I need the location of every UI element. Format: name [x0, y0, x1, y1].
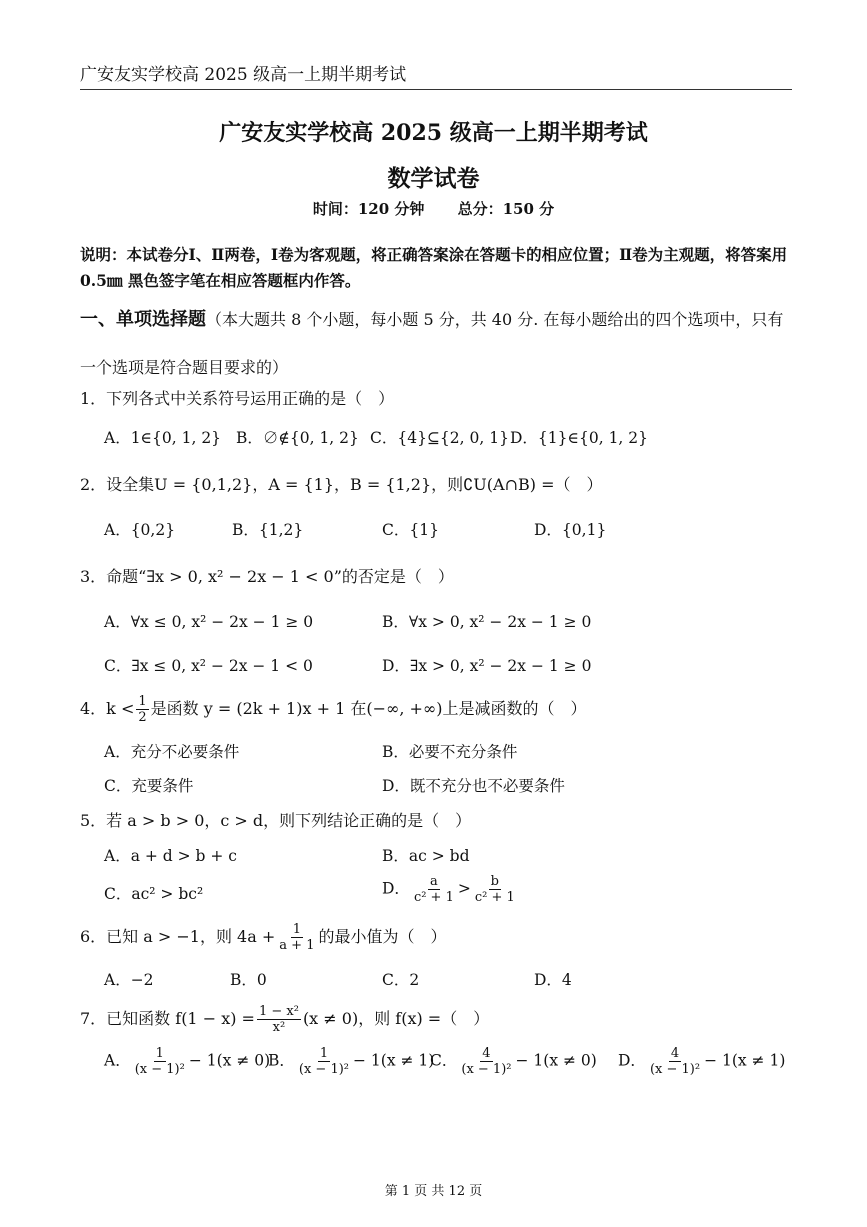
q2-option-d: D．{0,1}: [534, 521, 607, 539]
q1-option-d: D．{1}∈{0, 1, 2}: [510, 429, 649, 447]
section-heading: [80, 296, 792, 392]
page-number: 第 1 页 共 12 页: [384, 1184, 483, 1199]
question-5-stem: 5．若 a > b > 0，c > d，则下列结论正确的是（ ）: [80, 811, 472, 830]
q7-c-den: (x − 1)²: [461, 1062, 512, 1077]
q5-d-frac1-num: a: [430, 874, 438, 889]
q7-d-den: (x − 1)²: [649, 1062, 701, 1077]
q6-option-c: C．2: [382, 971, 420, 989]
q5-option-d-fraction-1: [412, 874, 456, 905]
q7-a-num: 1: [155, 1046, 164, 1061]
q6-fraction-denominator: a + 1: [279, 938, 315, 953]
q7-c-num: 4: [482, 1046, 491, 1061]
q7-c-fraction: [459, 1046, 513, 1077]
q7-d-label: D．: [618, 1051, 646, 1070]
q4-stem-suffix: 是函数 y = (2k + 1)x + 1 在(−∞, +∞)上是减函数的（ ）: [150, 699, 587, 718]
q7-stem-prefix: 7．已知函数 f(1 − x) =: [80, 1009, 255, 1028]
q6-fraction-numerator: 1: [292, 922, 302, 937]
q7-d-num: 4: [670, 1046, 680, 1061]
question-4-stem: [80, 694, 586, 725]
q1-option-a: A．1∈{0, 1, 2}: [104, 429, 222, 447]
q2-option-a: A．{0,2}: [104, 521, 176, 539]
q7-c-tail: − 1(x ≠ 0): [515, 1051, 597, 1070]
q7-b-den: (x − 1)²: [298, 1062, 350, 1077]
q5-option-b: B．ac > bd: [382, 847, 470, 865]
exam-score: 总分：150 分: [457, 200, 555, 218]
question-3-stem: 3．命题“∃x > 0, x² − 2x − 1 < 0”的否定是（ ）: [80, 567, 454, 586]
q5-option-d-fraction-2: [473, 874, 517, 905]
q7-fraction: [257, 1004, 301, 1035]
q3-option-d: D．∃x > 0, x² − 2x − 1 ≥ 0: [382, 657, 592, 675]
q1-option-b: B．∅∉{0, 1, 2}: [236, 429, 359, 447]
q7-fraction-denominator: x²: [272, 1020, 286, 1035]
q7-option-a: [104, 1046, 270, 1077]
q6-option-d: D．4: [534, 971, 572, 989]
question-6-stem: [80, 922, 446, 953]
q6-stem-suffix: 的最小值为（ ）: [318, 927, 447, 946]
q3-option-b: B．∀x > 0, x² − 2x − 1 ≥ 0: [382, 613, 592, 631]
q1-option-c: C．{4}⊆{2, 0, 1}: [370, 429, 509, 447]
q7-a-label: A．: [104, 1051, 131, 1070]
q4-fraction-denominator: 2: [138, 710, 147, 725]
section-description: （本大题共 8 个小题，每小题 5 分，共 40 分. 在每小题给出的四个选项中，只有一个选项是符合题目要求的）: [80, 310, 784, 377]
q5-d-frac1-den: c² + 1: [413, 890, 454, 905]
q5-d-frac2-num: b: [490, 874, 499, 889]
q4-stem-prefix: 4．k <: [80, 699, 135, 718]
q7-stem-suffix: (x ≠ 0)，则 f(x) =（ ）: [302, 1009, 490, 1028]
q7-d-fraction: [648, 1046, 702, 1077]
q7-c-label: C．: [430, 1051, 458, 1070]
q7-fraction-numerator: 1 − x²: [258, 1004, 299, 1019]
q7-a-den: (x − 1)²: [134, 1062, 185, 1077]
q7-b-label: B．: [268, 1051, 295, 1070]
exam-subject: 数学试卷: [387, 165, 480, 192]
q5-option-d: D． $\frac{a}{\text{c² + 1}}$ > $\frac{b}{\text{c² + 1}}$: [382, 874, 515, 905]
q7-b-fraction: [297, 1046, 351, 1077]
exam-time: 时间：120 分钟: [312, 200, 425, 218]
exam-title: 广安友实学校高 2025 级高一上期半期考试: [219, 120, 648, 146]
q7-option-d: [618, 1046, 785, 1077]
q7-b-num: 1: [319, 1046, 329, 1061]
q2-option-b: B．{1,2}: [232, 521, 304, 539]
question-1-stem: 1．下列各式中关系符号运用正确的是（ ）: [80, 389, 395, 408]
q7-b-tail: − 1(x ≠ 1): [353, 1051, 435, 1070]
q6-option-b: B．0: [230, 971, 267, 989]
instructions: 说明：本试卷分Ⅰ、Ⅱ两卷，Ⅰ卷为客观题，将正确答案涂在答题卡的相应位置；Ⅱ卷为主观题，将答案用 0.5㎜ 黑色签字笔在相应答题框内作答。: [80, 245, 788, 290]
q5-option-c: C．ac² > bc²: [104, 885, 204, 903]
q7-a-tail: − 1(x ≠ 0): [188, 1051, 271, 1070]
q7-a-fraction: [133, 1046, 187, 1077]
q4-option-a: A．充分不必要条件: [104, 743, 240, 761]
q6-fraction: [277, 922, 316, 953]
q4-fraction-numerator: 1: [138, 694, 147, 709]
q3-option-a: A．∀x ≤ 0, x² − 2x − 1 ≥ 0: [104, 613, 314, 631]
q2-option-c: C．{1}: [382, 521, 439, 539]
exam-meta: [0, 198, 867, 219]
q7-option-b: [268, 1046, 434, 1077]
q4-fraction: [136, 694, 148, 725]
q7-option-c: [430, 1046, 597, 1077]
q4-option-c: C．充要条件: [104, 777, 194, 795]
q5-d-frac2-den: c² + 1: [474, 890, 515, 905]
q5-option-a: A．a + d > b + c: [104, 847, 237, 865]
section-title: 一、单项选择题: [80, 309, 206, 330]
question-7-stem: [80, 1004, 489, 1035]
q4-option-d: D．既不充分也不必要条件: [382, 777, 565, 795]
running-header: 广安友实学校高 2025 级高一上期半期考试: [80, 60, 792, 90]
q6-option-a: A．−2: [104, 971, 154, 989]
q3-option-c: C．∃x ≤ 0, x² − 2x − 1 < 0: [104, 657, 313, 675]
question-2-stem: 2．设全集U = {0,1,2}，A = {1}，B = {1,2}，则∁U(A∩B) =（ ）: [80, 475, 603, 494]
q7-d-tail: − 1(x ≠ 1): [704, 1051, 786, 1070]
q5-option-d-label: D．: [382, 879, 410, 898]
q6-stem-prefix: 6．已知 a > −1，则 4a +: [80, 927, 276, 946]
q4-option-b: B．必要不充分条件: [382, 743, 518, 761]
